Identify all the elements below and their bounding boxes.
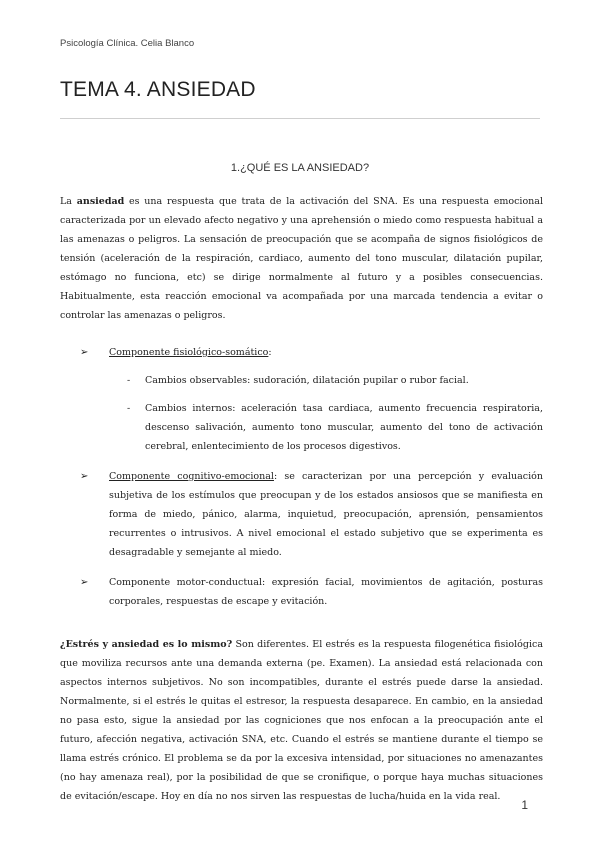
page-title: TEMA 4. ANSIEDAD [60,78,256,101]
stress-question: ¿Estrés y ansiedad es lo mismo? [60,639,233,650]
intro-text: es una respuesta que trata de la activación del SNA. Es una respuesta emocional caracterizada por un elevado afecto negativo y una aprehensión o miedo como respuesta habitual a las amenazas o peligros. La sensación de preocupación que se acompaña de signos fisiológicos de tensión (aceleración de la respiración, cardiaco, aumento del tono muscular, dilatación pupilar, estómago no funciona, etc) se dirige normalmente al futuro y a posibles consecuencias. Habitualmente, esta reacción emocional va acompañada por una marcada tendencia a evitar o controlar las amenazas o peligros. [60,196,544,321]
component-label: Componente cognitivo-emocional [109,471,274,482]
component-item [60,467,543,562]
document-body [60,192,543,806]
arrow-bullet-icon: ➢ [80,347,89,358]
component-text: Componente motor-conductual: expresión facial, movimientos de agitación, posturas corporales, respuestas de escape y evitación. [109,577,543,607]
component-label: Componente fisiológico-somático [109,347,269,358]
component-item [60,343,543,456]
stress-paragraph [60,635,543,806]
page-number: 1 [521,798,528,812]
sub-item [109,399,543,456]
intro-lead: La [60,196,77,207]
sub-item-text: Cambios internos: aceleración tasa cardiaca, aumento frecuencia respiratoria, descenso salivación, aumento tono muscular, aumento del tono de activación cerebral, enlentecimiento de los procesos digestivos. [145,403,543,452]
intro-paragraph [60,192,543,325]
stress-text: Son diferentes. El estrés es la respuesta filogenética fisiológica que moviliza recursos ante una demanda externa (pe. Examen). La ansiedad está relacionada con aspectos internos subjetivos. No son incompatibles, durante el estrés puede darse la ansiedad. Normalmente, si el estrés le quitas el estresor, la respuesta desaparece. En cambio, en la ansiedad no pasa esto, sigue la ansiedad por las cogniciones que nos enfocan a la preocupación ante el futuro, afección negativa, activación SNA, etc. Cuando el estrés se mantiene durante el tiempo se llama estrés crónico. El problema se da por la excesiva intensidad, por situaciones no amenazantes (no hay amenaza real), por la posibilidad de que se cronifique, o porque haya muchas situaciones de evitación/escape. Hoy en día no nos sirven las respuestas de lucha/huida en la vida real. [60,639,543,802]
title-divider [60,118,540,119]
section-heading: 1.¿QUÉ ES LA ANSIEDAD? [230,162,370,174]
component-subitems [109,371,543,456]
intro-bold-term: ansiedad [76,196,125,207]
dash-bullet: - [127,375,131,386]
running-header: Psicología Clínica. Celia Blanco [60,38,195,49]
component-item [60,573,543,611]
dash-bullet: - [127,403,131,414]
sub-item [109,371,543,390]
component-text: : [268,347,272,358]
arrow-bullet-icon: ➢ [80,471,89,482]
arrow-bullet-icon: ➢ [80,577,89,588]
component-text: : se caracterizan por una percepción y evaluación subjetiva de los estímulos que preocupan y de los estados ansiosos que se manifiesta en forma de miedo, pánico, alarma, inquietud, preocupación, aprensión, pensamientos recurrentes o intrusivos. A nivel emocional el estado subjetivo que se experimenta es desagradable y semejante al miedo. [109,471,544,558]
sub-item-text: Cambios observables: sudoración, dilatación pupilar o rubor facial. [145,375,469,386]
